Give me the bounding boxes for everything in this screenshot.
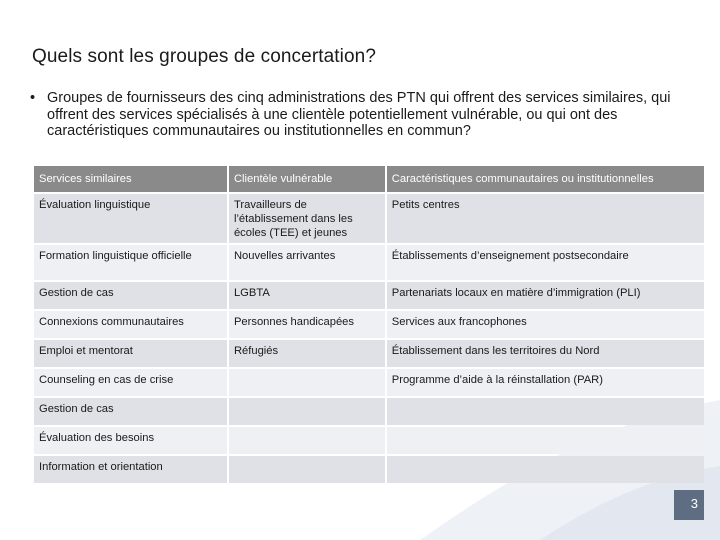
page-number: 3: [674, 490, 704, 520]
cell-community-characteristics: [387, 427, 704, 454]
cell-similar-services: Emploi et mentorat: [34, 340, 227, 367]
cell-community-characteristics: Programme d’aide à la réinstallation (PAR): [387, 369, 704, 396]
cell-vulnerable-clientele: LGBTA: [229, 282, 385, 309]
cell-vulnerable-clientele: Réfugiés: [229, 340, 385, 367]
cell-similar-services: Information et orientation: [34, 456, 227, 483]
table-row: [34, 456, 704, 483]
cell-similar-services: Gestion de cas: [34, 398, 227, 425]
cell-vulnerable-clientele: [229, 369, 385, 396]
cell-similar-services: Connexions communautaires: [34, 311, 227, 338]
header-similar-services: Services similaires: [34, 166, 227, 192]
bullet-text: Groupes de fournisseurs des cinq administrations des PTN qui offrent des services similaires, qui offrent des services spécialisés à une clientèle potentiellement vulnérable, ou qui ont des caractéristiques communautaires ou institutionnelles en commun?: [47, 90, 671, 139]
cell-similar-services: Counseling en cas de crise: [34, 369, 227, 396]
cell-vulnerable-clientele: [229, 427, 385, 454]
table-row: [34, 340, 704, 367]
table-row: [34, 194, 704, 243]
cell-similar-services: Gestion de cas: [34, 282, 227, 309]
table-header-row: [34, 166, 704, 192]
table-row: [34, 245, 704, 280]
cell-community-characteristics: Établissement dans les territoires du Nord: [387, 340, 704, 367]
header-community-characteristics: Caractéristiques communautaires ou institutionnelles: [387, 166, 704, 192]
table-row: [34, 427, 704, 454]
slide-title: Quels sont les groupes de concertation?: [32, 46, 376, 67]
table-row: [34, 398, 704, 425]
groups-table: [32, 164, 706, 485]
table-row: [34, 311, 704, 338]
bullet-point: [30, 90, 712, 140]
cell-community-characteristics: Services aux francophones: [387, 311, 704, 338]
cell-similar-services: Évaluation linguistique: [34, 194, 227, 243]
header-vulnerable-clientele: Clientèle vulnérable: [229, 166, 385, 192]
cell-community-characteristics: [387, 456, 704, 483]
cell-similar-services: Formation linguistique officielle: [34, 245, 227, 280]
cell-vulnerable-clientele: [229, 398, 385, 425]
cell-community-characteristics: [387, 398, 704, 425]
cell-vulnerable-clientele: Travailleurs de l’établissement dans les écoles (TEE) et jeunes: [229, 194, 385, 243]
cell-community-characteristics: Petits centres: [387, 194, 704, 243]
cell-community-characteristics: Établissements d’enseignement postsecondaire: [387, 245, 704, 280]
table-row: [34, 369, 704, 396]
cell-vulnerable-clientele: [229, 456, 385, 483]
cell-community-characteristics: Partenariats locaux en matière d’immigration (PLI): [387, 282, 704, 309]
cell-similar-services: Évaluation des besoins: [34, 427, 227, 454]
table-row: [34, 282, 704, 309]
cell-vulnerable-clientele: Personnes handicapées: [229, 311, 385, 338]
bullet-dot: •: [30, 90, 36, 106]
cell-vulnerable-clientele: Nouvelles arrivantes: [229, 245, 385, 280]
